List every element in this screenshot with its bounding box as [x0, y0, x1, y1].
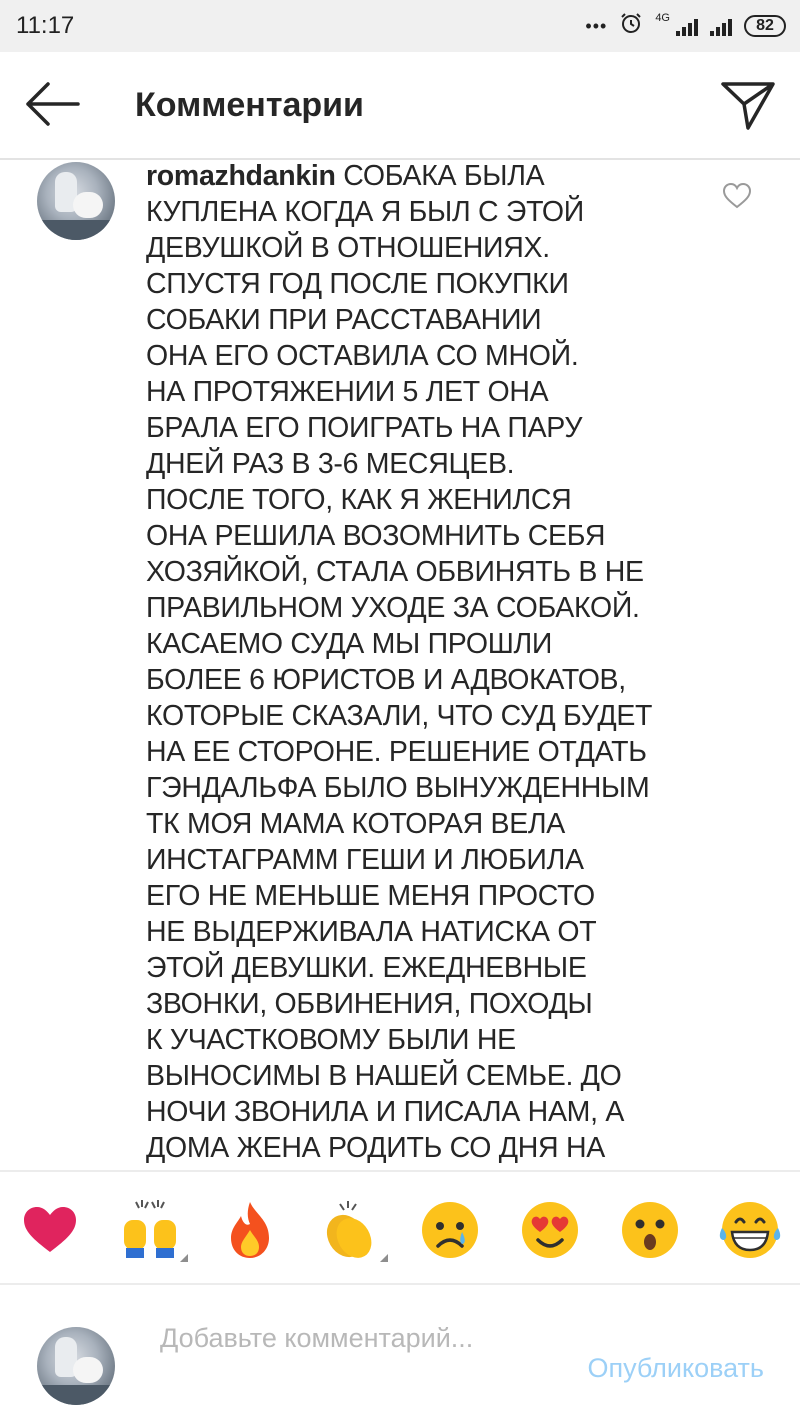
status-time: 11:17: [16, 12, 75, 39]
send-button[interactable]: [720, 80, 776, 132]
comment: [146, 160, 714, 1166]
comment-username[interactable]: romazhdankin: [146, 160, 336, 192]
emoji-sad-button[interactable]: [418, 1198, 482, 1262]
network-type: 4G: [655, 12, 670, 24]
emoji-laugh-button[interactable]: [718, 1198, 782, 1262]
emoji-bar: [0, 1170, 800, 1285]
paper-plane-icon: [720, 80, 776, 132]
signal-icon: [676, 16, 698, 36]
fire-icon: [225, 1200, 275, 1260]
battery-level: 82: [756, 17, 774, 34]
back-button[interactable]: [22, 76, 82, 132]
battery-icon: [744, 15, 786, 37]
comment-text: СОБАКА БЫЛА КУПЛЕНА КОГДА Я БЫЛ С ЭТОЙ ДЕВУШКОЙ В ОТНОШЕНИЯХ. СПУСТЯ ГОД ПОСЛЕ ПОКУПКИ СОБАКИ ПРИ РАССТАВАНИИ ОНА ЕГО ОСТАВИЛА СО МНОЙ. НА ПРОТЯЖЕНИИ 5 ЛЕТ ОНА БРАЛА ЕГО ПОИГРАТЬ НА ПАРУ ДНЕЙ РАЗ В 3-6 МЕСЯЦЕВ. ПОСЛЕ ТОГО, КАК Я ЖЕНИЛСЯ ОНА РЕШИЛА ВОЗОМНИТЬ СЕБЯ ХОЗЯЙКОЙ, СТАЛА ОБВИНЯТЬ В НЕ ПРАВИЛЬНОМ УХОДЕ ЗА СОБАКОЙ. КАСАЕМО СУДА МЫ ПРОШЛИ БОЛЕЕ 6 ЮРИСТОВ И АДВОКАТОВ, КОТОРЫЕ СКАЗАЛИ, ЧТО СУД БУДЕТ НА ЕЕ СТОРОНЕ. РЕШЕНИЕ ОТДАТЬ ГЭНДАЛЬФА БЫЛО ВЫНУЖДЕННЫМ ТК МОЯ МАМА КОТОРАЯ ВЕЛА ИНСТАГРАММ ГЕШИ И ЛЮБИЛА ЕГО НЕ МЕНЬШЕ МЕНЯ ПРОСТО НЕ ВЫДЕРЖИВАЛА НАТИСКА ОТ ЭТОЙ ДЕВУШКИ. ЕЖЕДНЕВНЫЕ ЗВОНКИ, ОБВИНЕНИЯ, ПОХОДЫ К УЧАСТКОВОМУ БЫЛИ НЕ ВЫНОСИМЫ В НАШЕЙ СЕМЬЕ. ДО НОЧИ ЗВОНИЛА И ПИСАЛА НАМ, А ДОМА ЖЕНА РОДИТЬ СО ДНЯ НА: [146, 160, 653, 1164]
emoji-fire-button[interactable]: [218, 1198, 282, 1262]
signal-icon: [710, 16, 732, 36]
heart-outline-icon: [722, 182, 752, 210]
sad-face-icon: [420, 1200, 480, 1260]
like-button[interactable]: [722, 182, 752, 210]
arrow-left-icon: [22, 76, 82, 132]
avatar[interactable]: [37, 162, 115, 240]
red-heart-icon: [21, 1204, 79, 1256]
avatar: [37, 1327, 115, 1405]
page-title: Комментарии: [135, 86, 364, 124]
laughing-face-icon: [718, 1200, 782, 1260]
heart-eyes-icon: [520, 1200, 580, 1260]
emoji-raising-hands-button[interactable]: [118, 1198, 182, 1262]
status-bar: [0, 0, 800, 52]
raising-hands-icon: [118, 1198, 182, 1262]
status-icons: [585, 10, 786, 42]
comment-list: [0, 160, 800, 1170]
astonished-face-icon: [620, 1200, 680, 1260]
header: [0, 52, 800, 160]
alarm-icon: [619, 11, 643, 41]
emoji-clap-button[interactable]: [318, 1198, 382, 1262]
publish-button[interactable]: Опубликовать: [587, 1353, 764, 1383]
emoji-heart-button[interactable]: [18, 1198, 82, 1262]
emoji-astonished-button[interactable]: [618, 1198, 682, 1262]
more-dots-icon: •••: [585, 15, 608, 36]
comment-composer: [0, 1285, 800, 1423]
comment-input[interactable]: [160, 1319, 540, 1399]
more-variants-indicator: [180, 1254, 188, 1262]
clapping-hands-icon: [318, 1198, 382, 1262]
emoji-heart-eyes-button[interactable]: [518, 1198, 582, 1262]
more-variants-indicator: [380, 1254, 388, 1262]
